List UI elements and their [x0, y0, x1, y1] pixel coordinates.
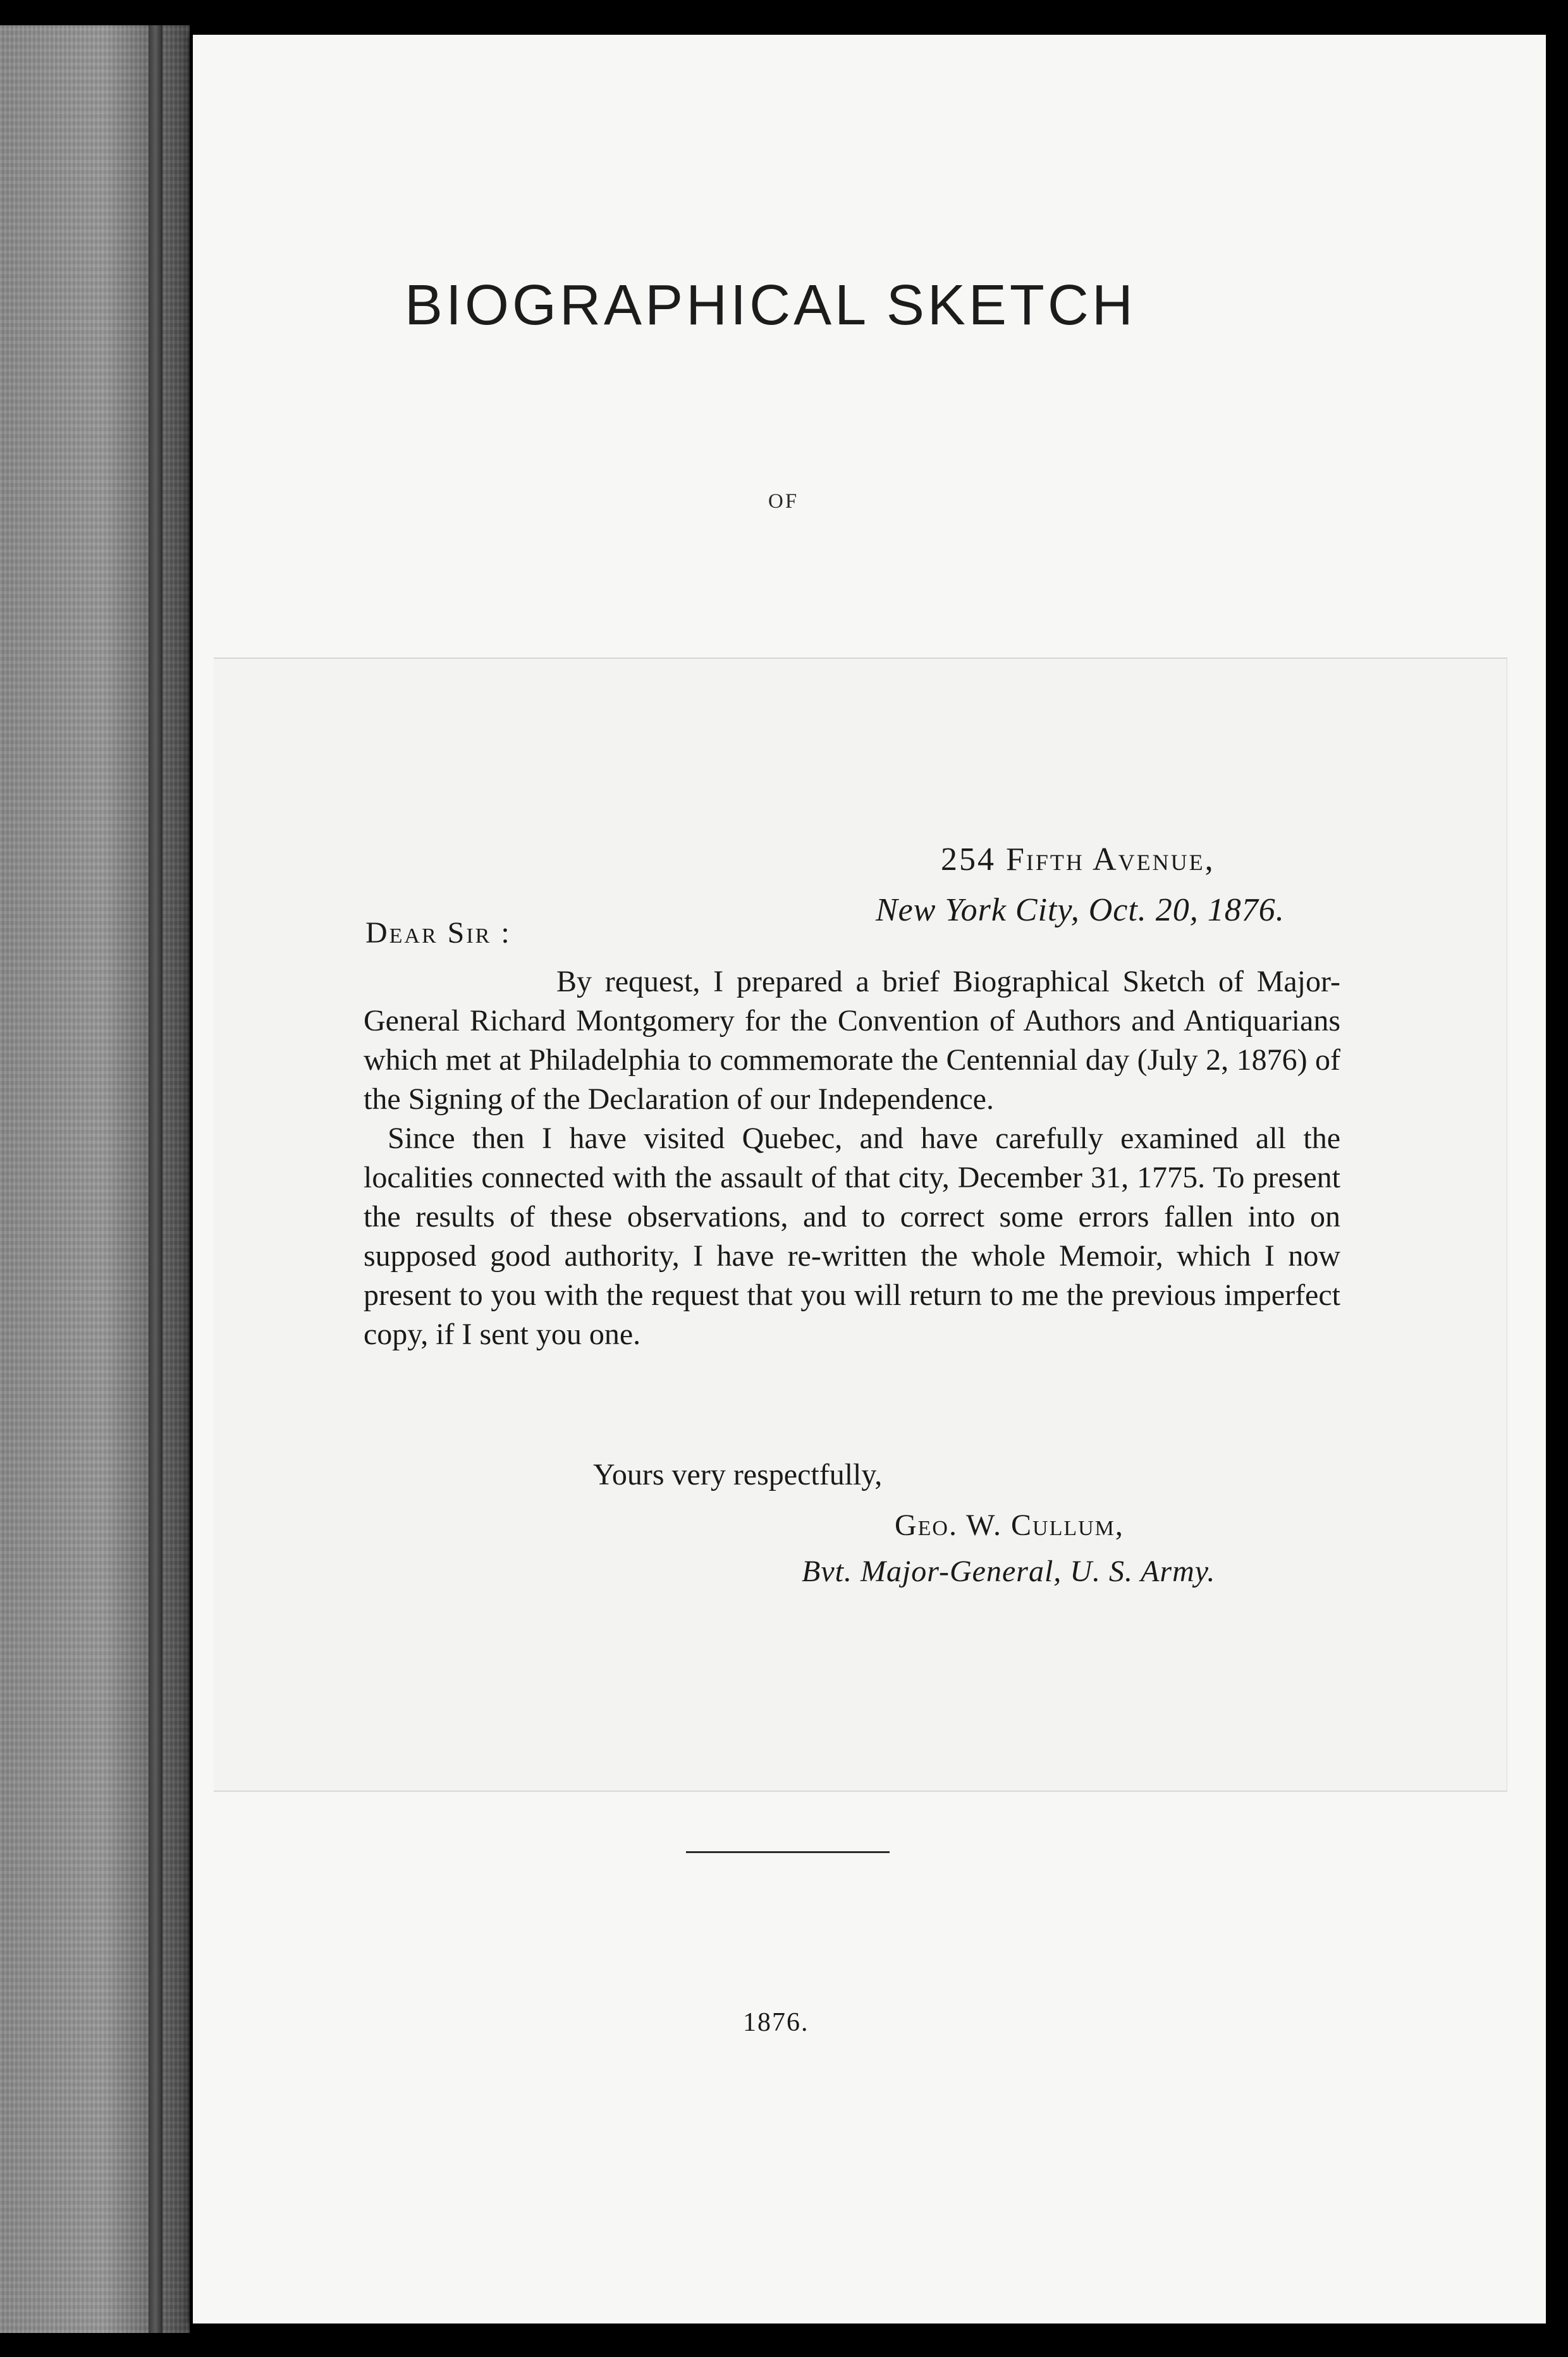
letter-address: 254 Fifth Avenue, — [941, 842, 1215, 878]
letter-paragraph-1: By request, I prepared a brief Biographical Sketch of Major-General Richard Montgomery for the Convention of Authors and Antiquarians which met at Philadelphia to commemorate the Centennial day (July 2, 1876) of the Signing of the Declaration of our Independence. — [364, 965, 1340, 1116]
letter-salutation: Dear Sir : — [365, 916, 511, 950]
book-cover-edge — [0, 25, 190, 2333]
page-title: BIOGRAPHICAL SKETCH — [405, 274, 1136, 337]
imprint-year: 1876. — [743, 2008, 809, 2037]
letter-paragraph-2: Since then I have visited Quebec, and have carefully examined all the localities connected with the assault of that city, December 31, 1775. To present the results of these observations, and to correct some errors fallen into on supposed good authority, I have re-written the whole Memoir, which I now present to you with the request that you will return to me the previous imperfect copy, if I sent you one. — [364, 1122, 1340, 1351]
letter-closing: Yours very respectfully, — [593, 1458, 883, 1491]
letter-signature: Geo. W. Cullum, — [895, 1509, 1124, 1542]
title-connector: OF — [768, 490, 799, 513]
horizontal-rule — [686, 1851, 890, 1853]
signer-rank: Bvt. Major-General, U. S. Army. — [802, 1555, 1216, 1588]
letter-date: New York City, Oct. 20, 1876. — [876, 892, 1285, 928]
letter-body — [364, 962, 1340, 1354]
